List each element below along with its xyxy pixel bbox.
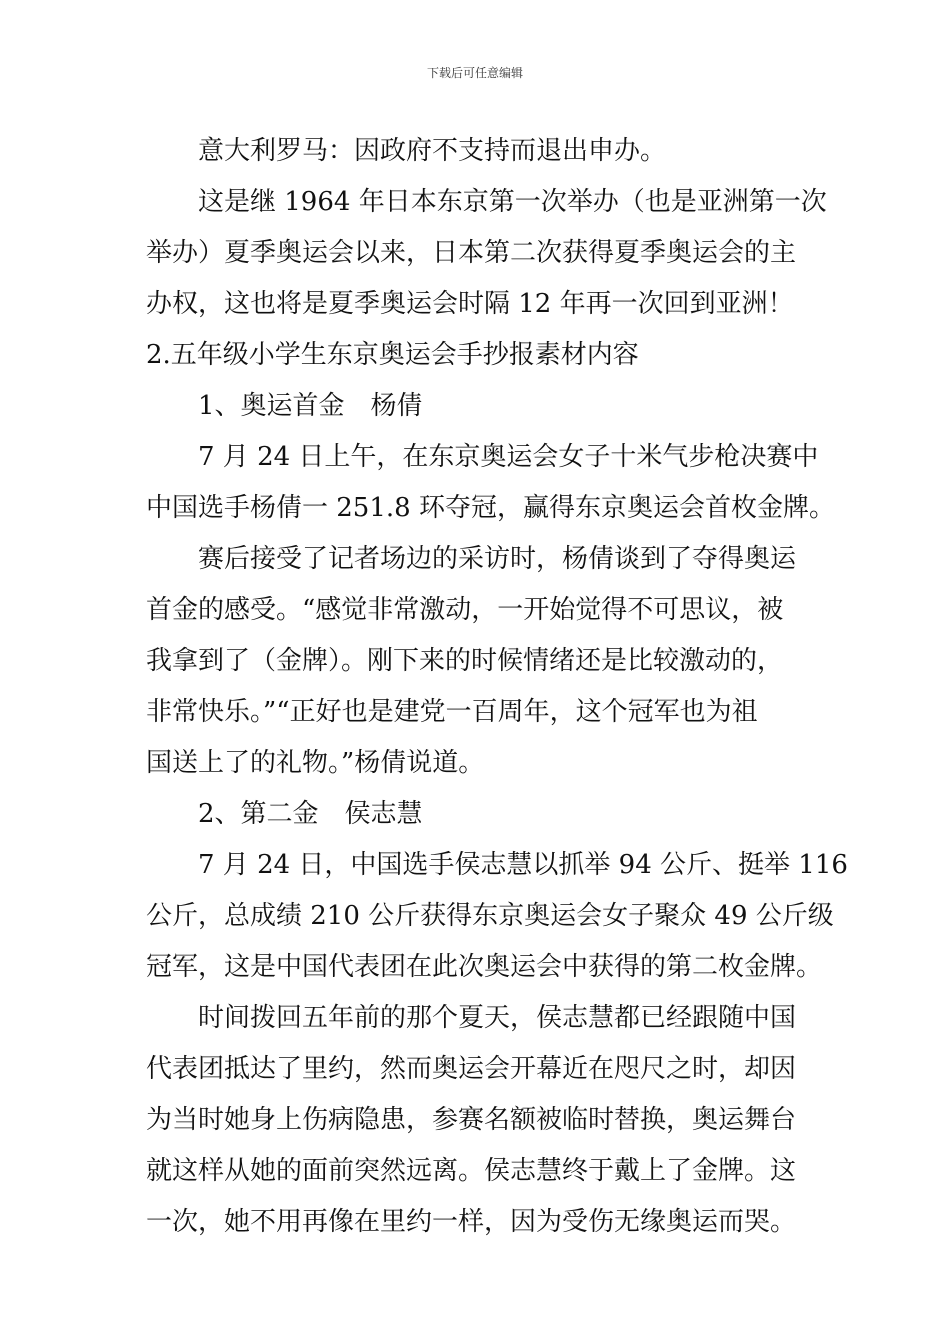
text-line: 非常快乐。”“正好也是建党一百周年，这个冠军也为祖 xyxy=(146,697,758,727)
text-line: 意大利罗马：因政府不支持而退出申办。 xyxy=(198,136,667,166)
text-line: 7 月 24 日，中国选手侯志慧以抓举 94 公斤、挺举 116 xyxy=(198,850,848,880)
text-line: 国送上了的礼物。”杨倩说道。 xyxy=(146,748,485,778)
text-line: 公斤，总成绩 210 公斤获得东京奥运会女子聚众 49 公斤级 xyxy=(146,901,834,931)
text-line: 就这样从她的面前突然远离。侯志慧终于戴上了金牌。这 xyxy=(146,1156,797,1186)
section-heading: 2.五年级小学生东京奥运会手抄报素材内容 xyxy=(146,340,639,370)
text-line: 时间拨回五年前的那个夏天，侯志慧都已经跟随中国 xyxy=(198,1003,797,1033)
text-line: 首金的感受。“感觉非常激动，一开始觉得不可思议，被 xyxy=(146,595,784,625)
subsection-heading: 1、奥运首金 杨倩 xyxy=(198,391,423,421)
text-line: 为当时她身上伤病隐患，参赛名额被临时替换，奥运舞台 xyxy=(146,1105,797,1135)
text-line: 代表团抵达了里约，然而奥运会开幕近在咫尺之时，却因 xyxy=(146,1054,797,1084)
text-line: 赛后接受了记者场边的采访时，杨倩谈到了夺得奥运 xyxy=(198,544,797,574)
text-line: 办权，这也将是夏季奥运会时隔 12 年再一次回到亚洲！ xyxy=(146,289,794,319)
page-header: 下载后可任意编辑 xyxy=(426,66,523,80)
text-line: 中国选手杨倩一 251.8 环夺冠，赢得东京奥运会首枚金牌。 xyxy=(146,493,835,523)
text-line: 我拿到了（金牌）。刚下来的时候情绪还是比较激动的， xyxy=(146,646,784,676)
document-body xyxy=(146,126,848,1248)
subsection-heading: 2、第二金 侯志慧 xyxy=(198,799,423,829)
text-line: 这是继 1964 年日本东京第一次举办（也是亚洲第一次 xyxy=(198,187,827,217)
text-line: 举办）夏季奥运会以来，日本第二次获得夏季奥运会的主 xyxy=(146,238,797,268)
text-line: 一次，她不用再像在里约一样，因为受伤无缘奥运而哭。 xyxy=(146,1207,797,1237)
text-line: 冠军，这是中国代表团在此次奥运会中获得的第二枚金牌。 xyxy=(146,952,823,982)
text-line: 7 月 24 日上午，在东京奥运会女子十米气步枪决赛中 xyxy=(198,442,819,472)
